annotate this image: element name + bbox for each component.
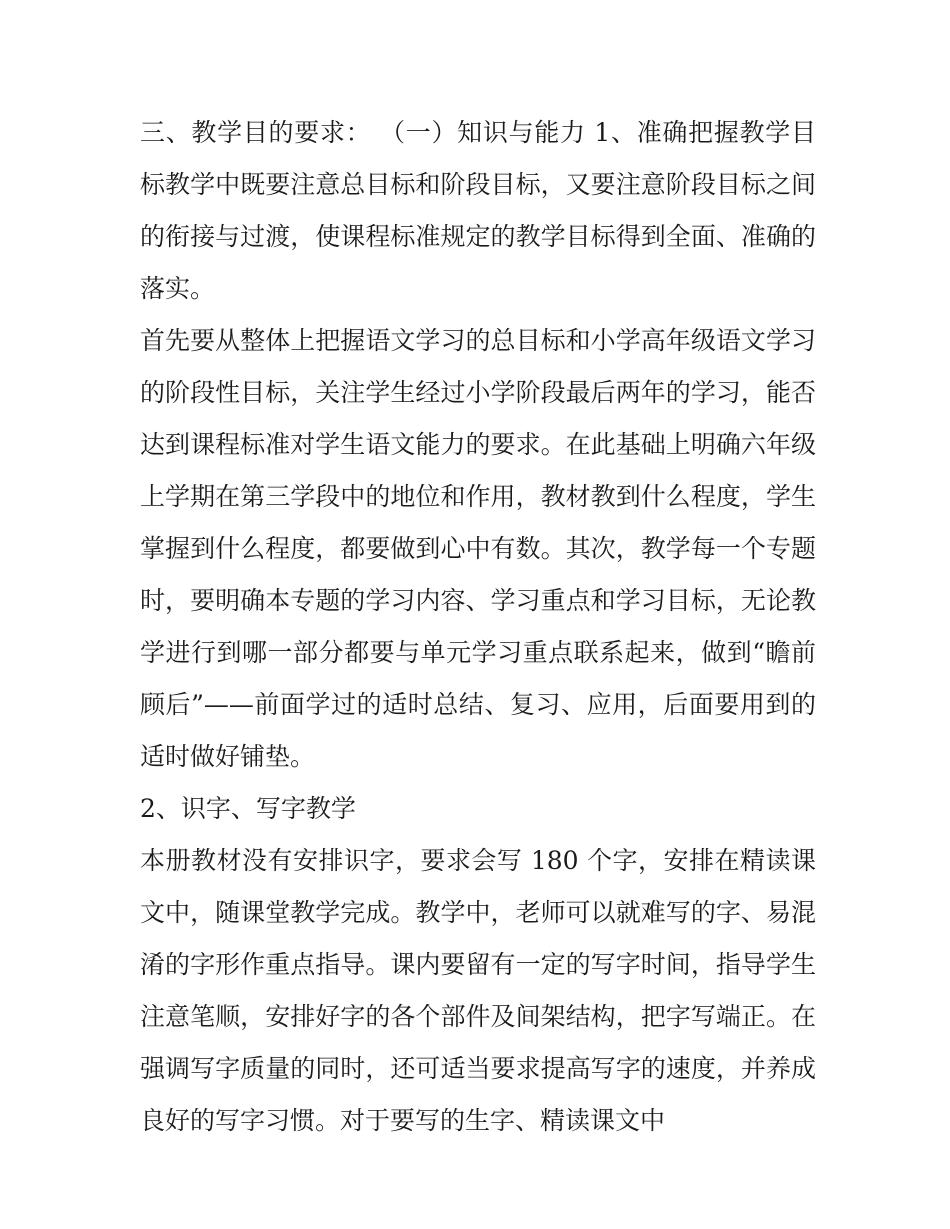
paragraph-overall-goals: 首先要从整体上把握语文学习的总目标和小学高年级语文学习的阶段性目标，关注学生经过小学阶段最后两年的学习，能否达到课程标准对学生语文能力的要求。在此基础上明确六年级上学期在第三学段中的地位和作用，教材教到什么程度，学生掌握到什么程度，都要做到心中有数。其次，教学每一个专题时，要明确本专题的学习内容、学习重点和学习目标，无论教学进行到哪一部分都要与单元学习重点联系起来，做到“瞻前顾后”——前面学过的适时总结、复习、应用，后面要用到的适时做好铺垫。 <box>140 326 816 771</box>
section-heading-writing: 2、识字、写字教学 <box>140 794 356 823</box>
paragraph-teaching-objectives: 三、教学目的要求： （一）知识与能力 1、准确把握教学目标教学中既要注意总目标和阶段目标，又要注意阶段目标之间的衔接与过渡，使课程标准规定的教学目标得到全面、准确的落实。 <box>140 118 816 303</box>
document-body <box>140 107 816 1147</box>
paragraph-writing-instruction: 本册教材没有安排识字，要求会写 180 个字，安排在精读课文中，随课堂教学完成。教学中，老师可以就难写的字、易混淆的字形作重点指导。课内要留有一定的写字时间，指导学生注意笔顺，安排好字的各个部件及间架结构，把字写端正。在强调写字质量的同时，还可适当要求提高写字的速度，并养成良好的写字习惯。对于要写的生字、精读课文中 <box>140 846 816 1135</box>
